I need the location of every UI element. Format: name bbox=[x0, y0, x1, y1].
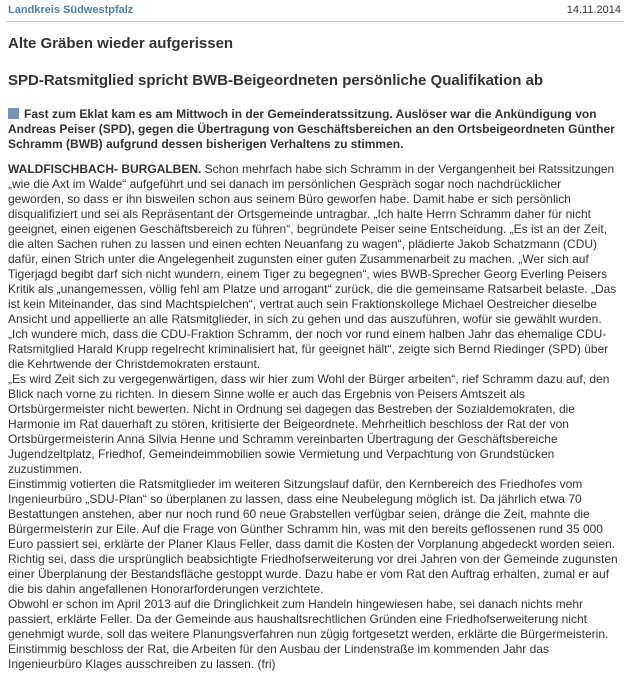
bullet-square-icon bbox=[8, 108, 19, 119]
paragraph-text: Schon mehrfach habe sich Schramm in der Vergangenheit bei Ratssitzungen „wie die Axt im Walde“ aufgeführt und sei danach im persönlichen Gespräch sogar noch nachdrücklicher geworden, so dass er ihn bisweilen schon aus seinem Büro geworfen habe. Damit habe er sich persönlich disqualifiziert und sei als Repräsentant der Ortsgemeinde untragbar. „Ich halte Herrn Schramm daher für nicht geeignet, einen eigenen Geschäftsbereich zu führen“, begründete Peiser seine Entscheidung. „Es ist an der Zeit, die alten Sachen ruhen zu lassen und einen echten Neuanfang zu wagen“, plädierte Jakob Schatzmann (CDU) dafür, einen Strich unter die Angelegenheit zugunsten einer guten Zusammenarbeit zu machen. „Wer sich auf Tigerjagd begibt darf sich nicht wundern, einem Tiger zu begegnen“, wies BWB-Sprecher Georg Everling Peisers Kritik als „unangemessen, völlig fehl am Platze und arrogant“ zurück, die die gemeinsame Ratsarbeit belaste. „Das ist kein Miteinander, das sind Machtspielchen“, vertrat auch sein Fraktionskollege Michael Oestreicher dieselbe Ansicht und appellierte an alle Ratsmitglieder, in sich zu gehen und das auszuführen, wofür sie gewählt wurden. „Ich wundere mich, dass die CDU-Fraktion Schramm, der noch vor rund einem halben Jahr das ehemalige CDU-Ratsmitglied Harald Krupp regelrecht kriminalisiert hat, für geeignet hält“, zeigte sich Bernd Riedinger (SPD) über die Kehrtwende der Christdemokraten erstaunt. bbox=[8, 162, 617, 371]
region-label: Landkreis Südwestpfalz bbox=[8, 4, 134, 16]
article-lead bbox=[8, 107, 618, 152]
header-divider bbox=[6, 21, 624, 22]
header-bar bbox=[0, 0, 633, 22]
body-paragraph bbox=[8, 162, 620, 372]
article-subtitle: SPD-Ratsmitglied spricht BWB-Beigeordneten persönliche Qualifikation ab bbox=[8, 72, 544, 89]
article-body bbox=[8, 162, 620, 672]
body-paragraph: Obwohl er schon im April 2013 auf die Dringlichkeit zum Handeln hingewiesen habe, sei danach nichts mehr passiert, erklärte Feller. Da der Gemeinde aus haushaltsrechtlichen Gründen eine Friedhofserweiterung nicht genehmigt wurde, soll das weitere Planungsverfahren nun zügig fortgesetzt werden, erklärte die Bürgermeisterin. Einstimmig beschloss der Rat, die Arbeiten für den Ausbau der Lindenstraße im kommenden Jahr das Ingenieurbüro Klages ausschreiben zu lassen. (fri) bbox=[8, 597, 609, 671]
lead-text: Fast zum Eklat kam es am Mittwoch in der Gemeinderatssitzung. Auslöser war die Ankündigung von Andreas Peiser (SPD), gegen die Übertragung von Geschäftsbereichen an den Ortsbeigeordneten Günther Schramm (BWB) aufgrund dessen bisherigen Verhaltens zu stimmen. bbox=[8, 107, 615, 151]
publication-date: 14.11.2014 bbox=[566, 4, 621, 16]
body-paragraph: Einstimmig votierten die Ratsmitglieder im weiteren Sitzungslauf dafür, den Kernbereich des Friedhofes vom Ingenieurbüro „SDU-Plan“ so überplanen zu lassen, dass eine Neubelegung möglich ist. Da jährlich etwa 70 Bestattungen anstehen, aber nur noch rund 60 neue Grabstellen verfügbar seien, dränge die Zeit, mahnte die Bürgermeisterin zur Eile. Auf die Frage von Günther Schramm hin, was mit den bereits geflossenen rund 35 000 Euro passiert sei, erklärte der Planer Klaus Feller, dass damit die Kosten der Vorplanung abgedeckt worden seien. Richtig sei, dass die ursprünglich beabsichtigte Friedhofserweiterung vor drei Jahren von der Gemeinde zugunsten einer Überplanung der Bestandsfläche gestoppt wurde. Dazu habe er vom Rat den Auftrag erhalten, zumal er auf die bis dahin angefallenen Honorarforderungen verzichtete. bbox=[8, 477, 618, 596]
dateline: WALDFISCHBACH- BURGALBEN. bbox=[8, 162, 202, 176]
body-paragraph: „Es wird Zeit sich zu vergegenwärtigen, dass wir hier zum Wohl der Bürger arbeiten“, rief Schramm dazu auf, den Blick nach vorne zu richten. In diesem Sinne wolle er auch das Ergebnis von Peisers Amtszeit als Ortsbürgermeister nicht bewerten. Nicht in Ordnung sei dagegen das Bestreben der Sozialdemokraten, die Harmonie im Rat dauerhaft zu stören, kritisierte der Beigeordnete. Mehrheitlich beschloss der Rat der von Ortsbürgermeisterin Anna Silvia Henne und Schramm vereinbarten Übertragung der Geschäftsbereiche Jugendzeltplatz, Friedhof, Gemeindeimmobilien sowie Vermietung und Verpachtung von Grundstücken zuzustimmen. bbox=[8, 372, 610, 476]
article-title: Alte Gräben wieder aufgerissen bbox=[8, 35, 234, 52]
